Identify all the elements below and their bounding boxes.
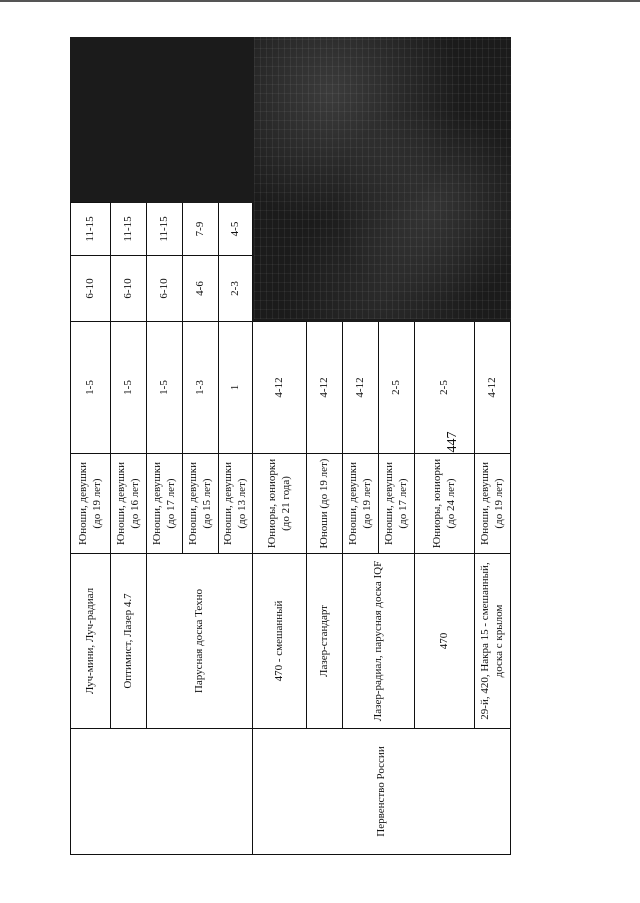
places-cell: 4-5: [219, 203, 253, 256]
category-cell: Юноши, девушки (до 19 лет): [343, 454, 379, 554]
page-number: 447: [445, 431, 460, 453]
places-cell: 4-12: [343, 322, 379, 454]
places-cell: 1-3: [183, 322, 219, 454]
category-cell: Юноши, девушки (до 15 лет): [183, 454, 219, 554]
boat-class-cell: Оптимист, Лазер 4.7: [111, 554, 147, 729]
places-cell: 11-15: [71, 203, 111, 256]
places-cell: 1-5: [147, 322, 183, 454]
places-cell: 6-10: [111, 256, 147, 322]
places-cell: 1-5: [71, 322, 111, 454]
places-cell: 1: [219, 322, 253, 454]
boat-class-cell: 470: [415, 554, 475, 729]
places-cell: 2-3: [219, 256, 253, 322]
results-table: [70, 37, 511, 855]
places-cell: 4-12: [475, 322, 511, 454]
category-cell: Юноши (до 19 лет): [307, 454, 343, 554]
places-cell: 2-5: [379, 322, 415, 454]
places-cell: 7-9: [183, 203, 219, 256]
places-cell: 4-6: [183, 256, 219, 322]
boat-class-cell: Лазер-стандарт: [307, 554, 343, 729]
boat-class-cell: 29-й, 420, Накра 15 - смешанный, доска с крылом: [475, 554, 511, 729]
category-cell: Юноши, девушки (до 13 лет): [219, 454, 253, 554]
category-cell: Юниоры, юниорки (до 24 лет): [415, 454, 475, 554]
places-cell: 11-15: [147, 203, 183, 256]
places-cell: 6-10: [147, 256, 183, 322]
places-cell: 2-5: [415, 322, 475, 454]
rotated-table-container: [70, 37, 511, 855]
boat-class-cell: Лазер-радиал, парусная доска IQF: [343, 554, 415, 729]
category-cell: Юноши, девушки (до 16 лет): [111, 454, 147, 554]
top-border-line: [0, 0, 640, 2]
redacted-area: [253, 37, 511, 322]
boat-class-cell: Парусная доска Техно: [147, 554, 253, 729]
places-cell: 11-15: [111, 203, 147, 256]
table-sheet: [70, 37, 511, 855]
empty-group-cell: [71, 729, 253, 855]
places-cell: 4-12: [307, 322, 343, 454]
category-cell: Юноши, девушки (до 19 лет): [71, 454, 111, 554]
competition-label: Первенство России: [253, 729, 511, 855]
table-row: [253, 37, 307, 855]
places-cell: 1-5: [111, 322, 147, 454]
boat-class-cell: Луч-мини, Луч-радиал: [71, 554, 111, 729]
redacted-area: [71, 37, 253, 203]
places-cell: 6-10: [71, 256, 111, 322]
places-cell: 4-12: [253, 322, 307, 454]
table-row: [71, 37, 111, 855]
category-cell: Юноши, девушки (до 17 лет): [147, 454, 183, 554]
category-cell: Юноши, девушки (до 17 лет): [379, 454, 415, 554]
boat-class-cell: 470 - смешанный: [253, 554, 307, 729]
category-cell: Юниоры, юниорки (до 21 года): [253, 454, 307, 554]
category-cell: Юноши, девушки (до 19 лет): [475, 454, 511, 554]
